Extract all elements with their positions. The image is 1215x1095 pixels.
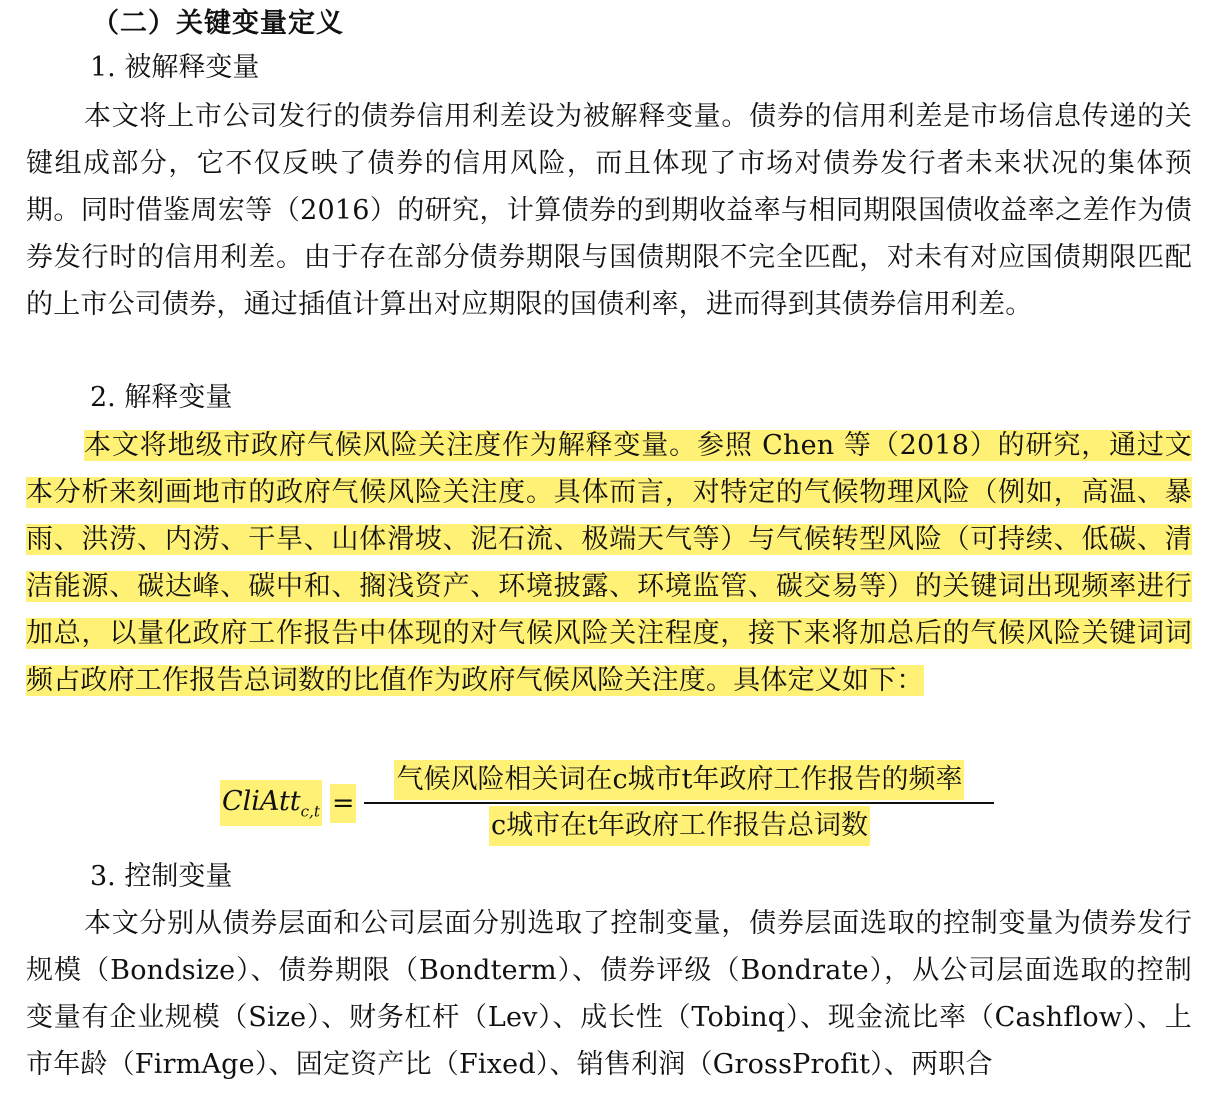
- subheading-explanatory-variable: 2. 解释变量: [90, 382, 233, 413]
- paragraph-control-variables: 本文分别从债券层面和公司层面分别选取了控制变量，债券层面选取的控制变量为债券发行规模（Bondsize）、债券期限（Bondterm）、债券评级（Bondrate），从公司层面选取的控制变量有企业规模（Size）、财务杠杆（Lev）、成长性（Tobinq）、现金流比率（Cashflow）、上市年龄（FirmAge）、固定资产比（Fixed）、销售利润（GrossProfit）、两职合: [26, 908, 1192, 1080]
- formula-denominator: c城市在t年政府工作报告总词数: [489, 806, 870, 846]
- formula-numerator: 气候风险相关词在c城市t年政府工作报告的频率: [394, 760, 964, 800]
- highlighted-text: 本文将地级市政府气候风险关注度作为解释变量。参照 Chen 等（2018）的研究，通过文本分析来刻画地市的政府气候风险关注度。具体而言，对特定的气候物理风险（例如，高温、暴雨、洪涝、内涝、干旱、山体滑坡、泥石流、极端天气等）与气候转型风险（可持续、低碳、清洁能源、碳达峰、碳中和、搁浅资产、环境披露、环境监管、碳交易等）的关键词出现频率进行加总，以量化政府工作报告中体现的对气候风险关注程度，接下来将加总后的气候风险关键词词频占政府工作报告总词数的比值作为政府气候风险关注度。具体定义如下：: [26, 430, 1192, 696]
- formula-subscript: c,t: [300, 802, 320, 821]
- paragraph-dependent-variable: 本文将上市公司发行的债券信用利差设为被解释变量。债券的信用利差是市场信息传递的关键组成部分，它不仅反映了债券的信用风险，而且体现了市场对债券发行者未来状况的集体预期。同时借鉴周宏等（2016）的研究，计算债券的到期收益率与相同期限国债收益率之差作为债券发行时的信用利差。由于存在部分债券期限与国债期限不完全匹配，对未有对应国债期限匹配的上市公司债券，通过插值计算出对应期限的国债利率，进而得到其债券信用利差。: [26, 101, 1192, 320]
- fraction-bar: [364, 802, 994, 804]
- formula-lhs: CliAtt$_{c,t}$: [220, 780, 322, 826]
- formula-equals: =: [330, 784, 357, 823]
- subheading-control-variables: 3. 控制变量: [90, 861, 233, 892]
- subheading-dependent-variable: 1. 被解释变量: [90, 52, 260, 83]
- section-heading: （二）关键变量定义: [92, 8, 344, 39]
- formula-cliatt: [220, 758, 994, 848]
- formula-fraction: [364, 760, 994, 846]
- paragraph-explanatory-variable: [26, 422, 1192, 704]
